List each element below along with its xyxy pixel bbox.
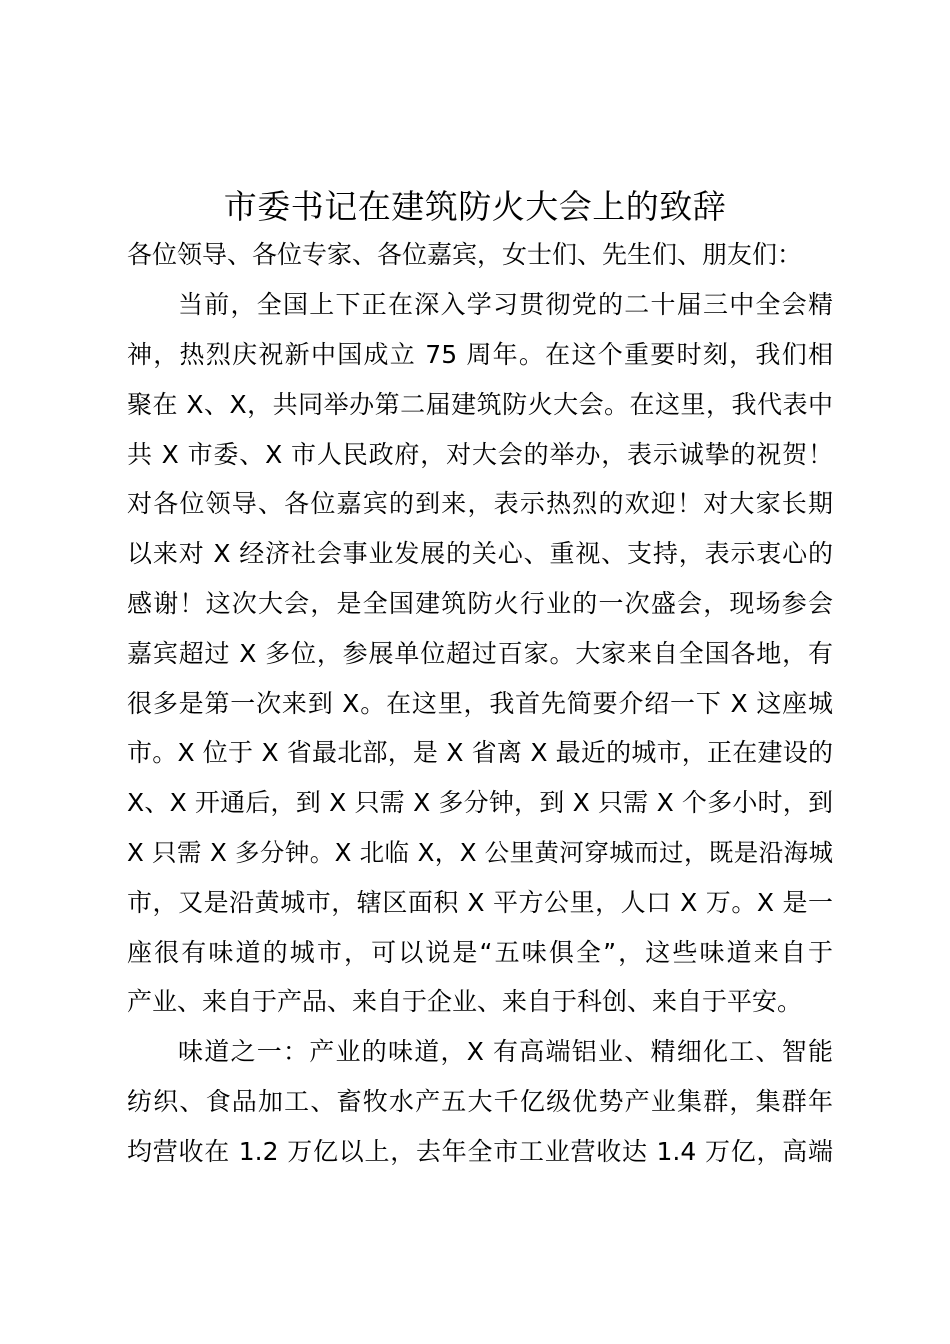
- paragraph-line: 均营收在 1.2 万亿以上，去年全市工业营收达 1.4 万亿，高端: [127, 1137, 833, 1166]
- paragraph-line: 纺织、食品加工、畜牧水产五大千亿级优势产业集群，集群年: [127, 1087, 833, 1116]
- paragraph-line: 很多是第一次来到 X。在这里，我首先简要介绍一下 X 这座城: [127, 689, 833, 718]
- paragraph-line: 市。X 位于 X 省最北部，是 X 省离 X 最近的城市，正在建设的: [127, 738, 833, 767]
- paragraph-line: 嘉宾超过 X 多位，参展单位超过百家。大家来自全国各地，有: [127, 639, 833, 668]
- paragraph-line: 产业、来自于产品、来自于企业、来自于科创、来自于平安。: [127, 987, 803, 1016]
- paragraph-line: 以来对 X 经济社会事业发展的关心、重视、支持，表示衷心的: [127, 539, 833, 568]
- salutation: 各位领导、各位专家、各位嘉宾，女士们、先生们、朋友们：: [127, 240, 803, 269]
- paragraph-line: 感谢！这次大会，是全国建筑防火行业的一次盛会，现场参会: [127, 589, 833, 618]
- paragraph-line: 味道之一：产业的味道，X 有高端铝业、精细化工、智能: [178, 1037, 833, 1066]
- paragraph-line: 神，热烈庆祝新中国成立 75 周年。在这个重要时刻，我们相: [127, 340, 833, 369]
- paragraph-line: 市，又是沿黄城市，辖区面积 X 平方公里，人口 X 万。X 是一: [127, 888, 833, 917]
- paragraph-line: 聚在 X、X，共同举办第二届建筑防火大会。在这里，我代表中: [127, 390, 833, 419]
- paragraph-line: 共 X 市委、X 市人民政府，对大会的举办，表示诚挚的祝贺！: [127, 440, 833, 469]
- paragraph-line: X 只需 X 多分钟。X 北临 X，X 公里黄河穿城而过，既是沿海城: [127, 838, 833, 867]
- document-title: 市委书记在建筑防火大会上的致辞: [223, 187, 727, 226]
- paragraph-line: 当前，全国上下正在深入学习贯彻党的二十届三中全会精: [178, 290, 833, 319]
- paragraph-line: 对各位领导、各位嘉宾的到来，表示热烈的欢迎！对大家长期: [127, 489, 833, 518]
- paragraph-line: 座很有味道的城市，可以说是“五味俱全”，这些味道来自于: [127, 938, 833, 967]
- paragraph-line: X、X 开通后，到 X 只需 X 多分钟，到 X 只需 X 个多小时，到: [127, 788, 833, 817]
